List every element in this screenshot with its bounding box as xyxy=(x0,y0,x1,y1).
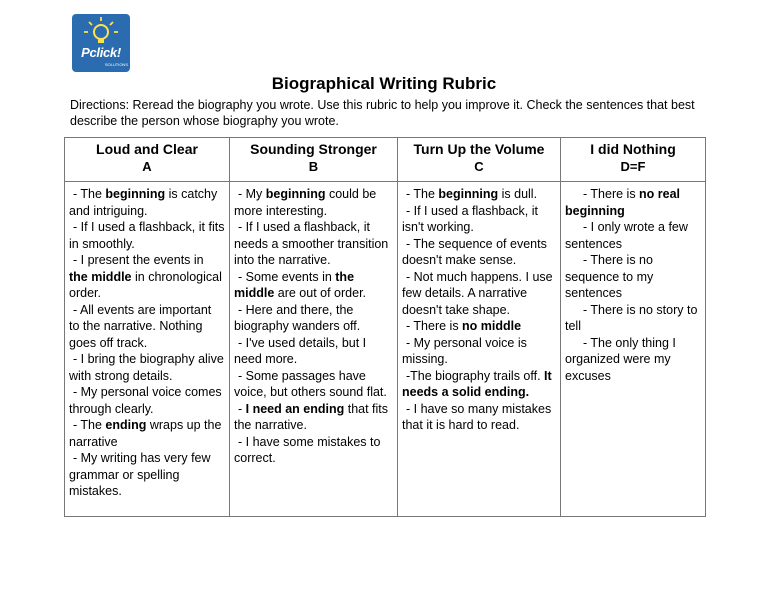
rubric-item-text: - The xyxy=(406,187,439,201)
rubric-item-text: - I've used details, but I need more. xyxy=(234,335,367,366)
rubric-item xyxy=(69,219,225,252)
rubric-item-text: - Some passages have voice, but others sound flat. xyxy=(234,368,387,399)
rubric-item-text: - I only wrote a few sentences xyxy=(565,220,688,251)
rubric-item-text: - There is xyxy=(406,319,463,333)
rubric-item-text: - There is no story to tell xyxy=(565,302,698,333)
rubric-item-text: in chronological order. xyxy=(69,269,222,300)
rubric-item xyxy=(402,236,556,269)
column-grade: D=F xyxy=(620,159,646,174)
rubric-item-text: - All events are important to the narrative. Nothing goes off track. xyxy=(69,302,212,350)
rubric-item-text: could be more interesting. xyxy=(234,187,377,218)
rubric-item-text: - I bring the biography alive with strong details. xyxy=(69,352,224,383)
column-heading: Turn Up the Volume xyxy=(413,141,545,157)
rubric-item-emphasis: the middle xyxy=(234,269,355,300)
rubric-cell-b xyxy=(230,182,398,517)
rubric-item-text: -The biography trails off. xyxy=(406,368,545,383)
rubric-item xyxy=(234,434,393,467)
rubric-item-text: - Some events in xyxy=(238,269,336,284)
rubric-item-text: - The sequence of events doesn't make sense. xyxy=(402,236,547,267)
page-title: Biographical Writing Rubric xyxy=(271,74,497,93)
rubric-item-emphasis: beginning xyxy=(265,187,326,201)
rubric-item-emphasis: beginning xyxy=(438,187,499,201)
rubric-item xyxy=(565,186,701,219)
rubric-item xyxy=(69,384,225,417)
rubric-item xyxy=(565,335,701,385)
rubric-item xyxy=(69,351,225,384)
rubric-item-emphasis: no middle xyxy=(462,319,522,333)
rubric-body-row xyxy=(65,182,706,517)
rubric-item-text: - The xyxy=(73,187,106,201)
rubric-cell-c xyxy=(398,182,561,517)
rubric-cell-a xyxy=(65,182,230,517)
rubric-item-emphasis: beginning xyxy=(105,187,166,201)
rubric-table xyxy=(64,137,706,517)
rubric-item xyxy=(234,302,393,335)
rubric-item xyxy=(565,302,701,335)
pclick-logo xyxy=(72,14,130,72)
rubric-item-text: - Not much happens. I use few details. A narrative doesn't take shape. xyxy=(402,269,553,317)
rubric-item xyxy=(234,269,393,302)
rubric-item xyxy=(402,401,556,434)
rubric-item-text: is dull. xyxy=(498,187,538,201)
rubric-item xyxy=(402,368,556,401)
rubric-item-text: is catchy and intriguing. xyxy=(69,187,218,218)
rubric-item xyxy=(234,219,393,269)
rubric-item xyxy=(69,252,225,302)
column-header-a xyxy=(65,138,230,182)
rubric-item-emphasis: It needs a solid ending. xyxy=(402,368,552,399)
rubric-item-text: that fits the narrative. xyxy=(234,401,389,432)
rubric-item xyxy=(402,186,556,203)
rubric-item xyxy=(234,335,393,368)
rubric-item-text: - If I used a flashback, it fits in smoothly. xyxy=(69,220,225,251)
rubric-item xyxy=(402,318,556,335)
logo-text: Pclick! xyxy=(81,45,121,60)
rubric-item-text: - My personal voice is missing. xyxy=(402,335,527,366)
rubric-item-text: - xyxy=(238,401,246,416)
rubric-item-text: - I have so many mistakes that it is hard to read. xyxy=(402,401,552,432)
rubric-item xyxy=(402,269,556,319)
column-grade: B xyxy=(308,159,319,174)
rubric-item xyxy=(234,186,393,219)
rubric-item xyxy=(402,335,556,368)
rubric-item xyxy=(69,302,225,352)
rubric-item-text: - My xyxy=(238,187,266,201)
rubric-cell-d xyxy=(561,182,706,517)
rubric-item xyxy=(234,401,393,434)
rubric-item-text: - If I used a flashback, it isn't working. xyxy=(402,203,539,234)
column-header-d xyxy=(561,138,706,182)
rubric-item-emphasis: the middle xyxy=(69,269,132,284)
rubric-item xyxy=(234,368,393,401)
rubric-item-text: - If I used a flashback, it needs a smoother transition into the narrative. xyxy=(234,220,389,267)
rubric-item xyxy=(69,417,225,450)
column-header-c xyxy=(398,138,561,182)
rubric-item-text: - Here and there, the biography wanders off. xyxy=(234,302,361,333)
rubric-item xyxy=(565,252,701,302)
rubric-item-text: - There is no sequence to my sentences xyxy=(565,253,654,300)
rubric-item xyxy=(69,186,225,219)
rubric-item-emphasis: I need an ending xyxy=(245,401,345,416)
column-grade: C xyxy=(474,159,484,174)
rubric-item-text: - My personal voice comes through clearly. xyxy=(69,385,222,416)
rubric-item-text: wraps up the narrative xyxy=(69,418,222,449)
column-heading: Loud and Clear xyxy=(96,141,198,157)
column-header-b xyxy=(230,138,398,182)
rubric-item xyxy=(565,219,701,252)
rubric-item-text: - My writing has very few grammar or spelling mistakes. xyxy=(69,451,211,498)
rubric-item-text: - I present the events in xyxy=(73,253,204,267)
column-grade: A xyxy=(142,159,152,174)
logo-subtext: SOLUTIONS xyxy=(104,62,128,67)
rubric-item xyxy=(402,203,556,236)
column-heading: I did Nothing xyxy=(590,141,676,157)
rubric-item-text: - The xyxy=(73,418,106,432)
rubric-item xyxy=(69,450,225,500)
rubric-item-emphasis: ending xyxy=(105,418,147,432)
rubric-item-text: are out of order. xyxy=(274,286,367,300)
column-heading: Sounding Stronger xyxy=(250,141,377,157)
rubric-header-row xyxy=(65,138,706,182)
rubric-item-emphasis: no real beginning xyxy=(565,187,681,218)
rubric-item-text: - There is xyxy=(583,187,640,201)
directions-text: Directions: Reread the biography you wrote. Use this rubric to help you improve it. Check the sentences that best describe the person whose biography you wrote. xyxy=(70,98,695,128)
rubric-item-text: - I have some mistakes to correct. xyxy=(234,434,381,465)
rubric-item-text: - The only thing I organized were my excuses xyxy=(565,335,676,383)
